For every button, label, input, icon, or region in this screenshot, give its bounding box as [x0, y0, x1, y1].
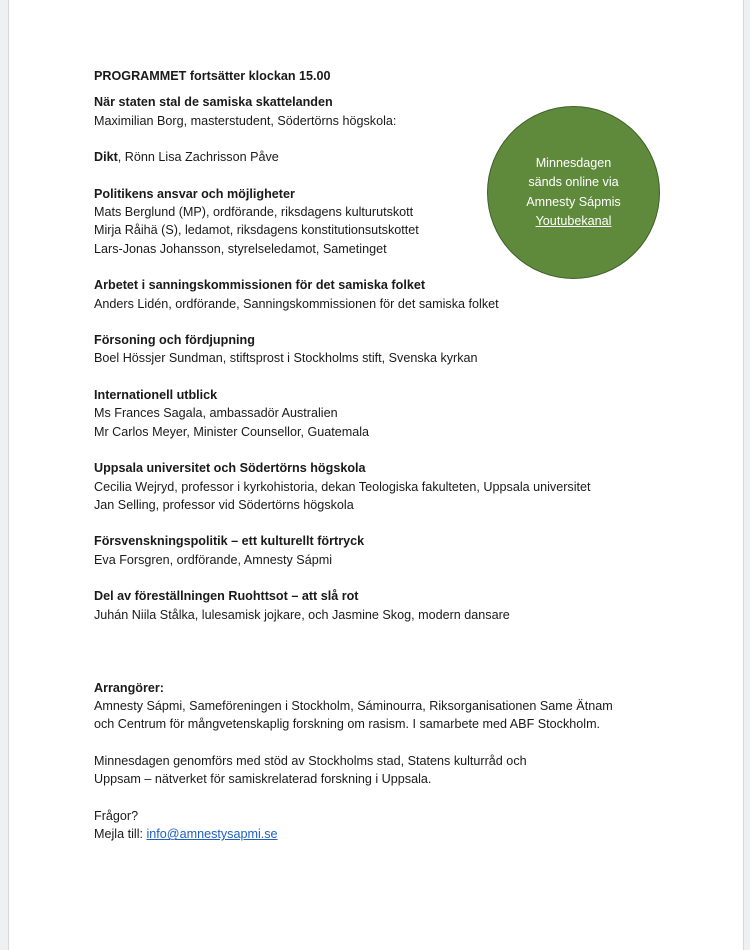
section-line: Eva Forsgren, ordförande, Amnesty Sápmi — [94, 552, 332, 567]
broadcast-badge — [487, 106, 660, 279]
support-line: Uppsam – nätverket för samiskrelaterad forskning i Uppsala. — [94, 772, 432, 787]
contact-question: Frågor? — [94, 808, 139, 823]
spacer — [94, 661, 664, 679]
program-intro: PROGRAMMET fortsätter klockan 15.00 — [94, 69, 331, 83]
spacer — [94, 569, 664, 587]
organizers-line: och Centrum för mångvetenskaplig forskning om rasism. I samarbete med ABF Stockholm. — [94, 717, 601, 732]
section-title: Försvenskningspolitik – ett kulturellt förtryck — [94, 534, 365, 549]
section-line: Mirja Råihä (S), ledamot, riksdagens konstitutionsutskottet — [94, 223, 419, 238]
section-title: Dikt — [94, 150, 118, 165]
spacer — [94, 313, 664, 331]
organizers-title: Arrangörer: — [94, 680, 164, 695]
section-line: , Rönn Lisa Zachrisson Påve — [117, 150, 279, 165]
support-line: Minnesdagen genomförs med stöd av Stockholms stad, Statens kulturråd och — [94, 753, 527, 768]
spacer — [94, 514, 664, 532]
badge-line: Minnesdagen — [535, 155, 612, 170]
section-line: Maximilian Borg, masterstudent, Södertörns högskola: — [94, 113, 397, 128]
youtube-channel-link[interactable]: Youtubekanal — [535, 214, 612, 228]
spacer — [94, 441, 664, 459]
organizers-line: Amnesty Sápmi, Sameföreningen i Stockholm, Sáminourra, Riksorganisationen Same Ätnam — [94, 699, 613, 714]
spacer — [94, 789, 664, 807]
section-title: Del av föreställningen Ruohttsot – att slå rot — [94, 589, 359, 604]
badge-line: Amnesty Sápmis — [526, 194, 621, 209]
section-line: Cecilia Wejryd, professor i kyrkohistoria, dekan Teologiska fakulteten, Uppsala universitet — [94, 479, 591, 494]
section-line: Lars-Jonas Johansson, styrelseledamot, Sametinget — [94, 241, 387, 256]
section-title: Försoning och fördjupning — [94, 333, 255, 348]
document-page — [8, 0, 744, 950]
email-link[interactable]: info@amnestysapmi.se — [146, 827, 278, 842]
section-line: Mr Carlos Meyer, Minister Counsellor, Guatemala — [94, 424, 370, 439]
section-title: Politikens ansvar och möjligheter — [94, 186, 295, 201]
section-title: Uppsala universitet och Södertörns högskola — [94, 461, 366, 476]
section-line: Ms Frances Sagala, ambassadör Australien — [94, 406, 338, 421]
section-line: Mats Berglund (MP), ordförande, riksdagens kulturutskott — [94, 205, 414, 220]
section-line: Juhán Niila Stålka, lulesamisk jojkare, och Jasmine Skog, modern dansare — [94, 607, 510, 622]
spacer — [94, 624, 664, 661]
contact-line — [94, 825, 664, 843]
section-title: Internationell utblick — [94, 388, 218, 403]
section-title: Arbetet i sanningskommissionen för det samiska folket — [94, 278, 426, 293]
contact-prefix: Mejla till: — [94, 827, 147, 842]
section-line: Boel Hössjer Sundman, stiftsprost i Stockholms stift, Svenska kyrkan — [94, 351, 478, 366]
spacer — [94, 368, 664, 386]
badge-line: sänds online via — [528, 175, 619, 189]
section-line: Anders Lidén, ordförande, Sanningskommissionen för det samiska folket — [94, 296, 499, 311]
spacer — [94, 734, 664, 752]
section-title: När staten stal de samiska skattelanden — [94, 95, 333, 110]
section-line: Jan Selling, professor vid Södertörns högskola — [94, 497, 354, 512]
